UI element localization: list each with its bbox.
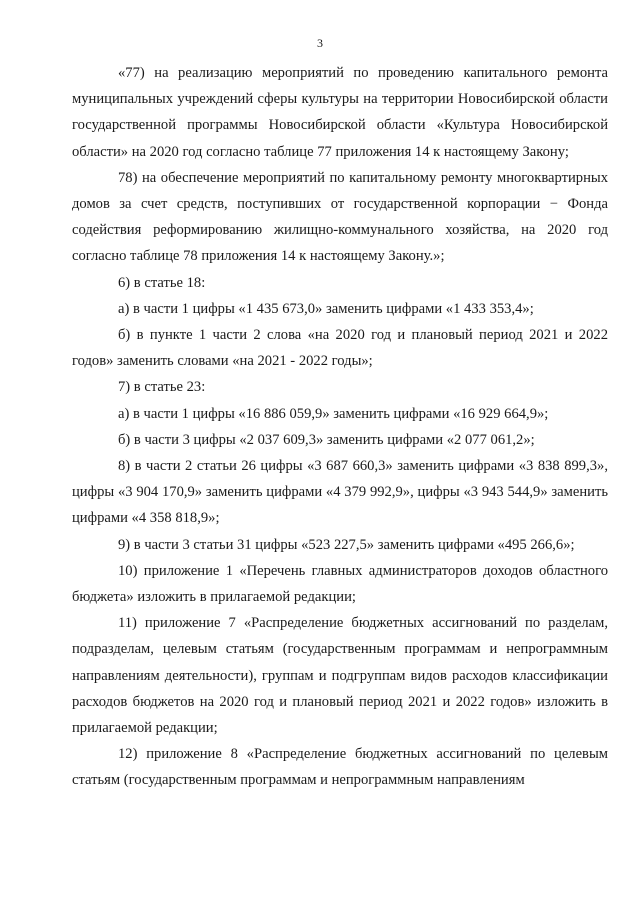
document-body bbox=[72, 60, 608, 794]
paragraph-appendix-8: 12) приложение 8 «Распределение бюджетных ассигнований по целевым статьям (государственным программам и непрограммным направлениям bbox=[72, 746, 608, 789]
paragraph-article-26: 8) в части 2 статьи 26 цифры «3 687 660,3» заменить цифрами «3 838 899,3», цифры «3 904 170,9» заменить цифрами «4 379 992,9», цифры «3 943 544,9» заменить цифрами «4 358 818,9»; bbox=[72, 458, 608, 527]
paragraph-article-23-part-1: а) в части 1 цифры «16 886 059,9» заменить цифрами «16 929 664,9»; bbox=[118, 405, 549, 422]
paragraph-appendix-1: 10) приложение 1 «Перечень главных администраторов доходов областного бюджета» изложить в прилагаемой редакции; bbox=[72, 562, 608, 606]
paragraph-appendix-7: 11) приложение 7 «Распределение бюджетных ассигнований по разделам, подразделам, целевым статьям (государственным программам и непрограммным направлениям деятельности), группам и подгруппам видов расходов классификации расходов бюджетов на 2020 год и плановый период 2021 и 2022 годов» изложить в прилагаемой редакции; bbox=[72, 615, 608, 737]
page-number: 3 bbox=[317, 36, 323, 50]
paragraph-article-18-part-2: б) в пункте 1 части 2 слова «на 2020 год и плановый период 2021 и 2022 годов» заменить словами «на 2021 - 2022 годы»; bbox=[72, 327, 608, 370]
paragraph-article-18-part-1: а) в части 1 цифры «1 435 673,0» заменить цифрами «1 433 353,4»; bbox=[118, 300, 534, 317]
paragraph-item-78: 78) на обеспечение мероприятий по капитальному ремонту многоквартирных домов за счет средств, поступивших от государственной корпорации − Фонда содействия реформированию жилищно-коммунального хозяйства, на 2020 год согласно таблице 78 приложения 14 к настоящему Закону.»; bbox=[72, 169, 608, 265]
paragraph-article-23: 7) в статье 23: bbox=[118, 379, 206, 396]
paragraph-article-18: 6) в статье 18: bbox=[118, 274, 206, 291]
paragraph-article-23-part-3: б) в части 3 цифры «2 037 609,3» заменить цифрами «2 077 061,2»; bbox=[118, 431, 535, 448]
paragraph-item-77: «77) на реализацию мероприятий по проведению капитального ремонта муниципальных учреждений сферы культуры на территории Новосибирской области государственной программы Новосибирской области «Культура Новосибирской области» на 2020 год согласно таблице 77 приложения 14 к настоящему Закону; bbox=[72, 65, 608, 160]
paragraph-article-31: 9) в части 3 статьи 31 цифры «523 227,5» заменить цифрами «495 266,6»; bbox=[118, 536, 575, 553]
